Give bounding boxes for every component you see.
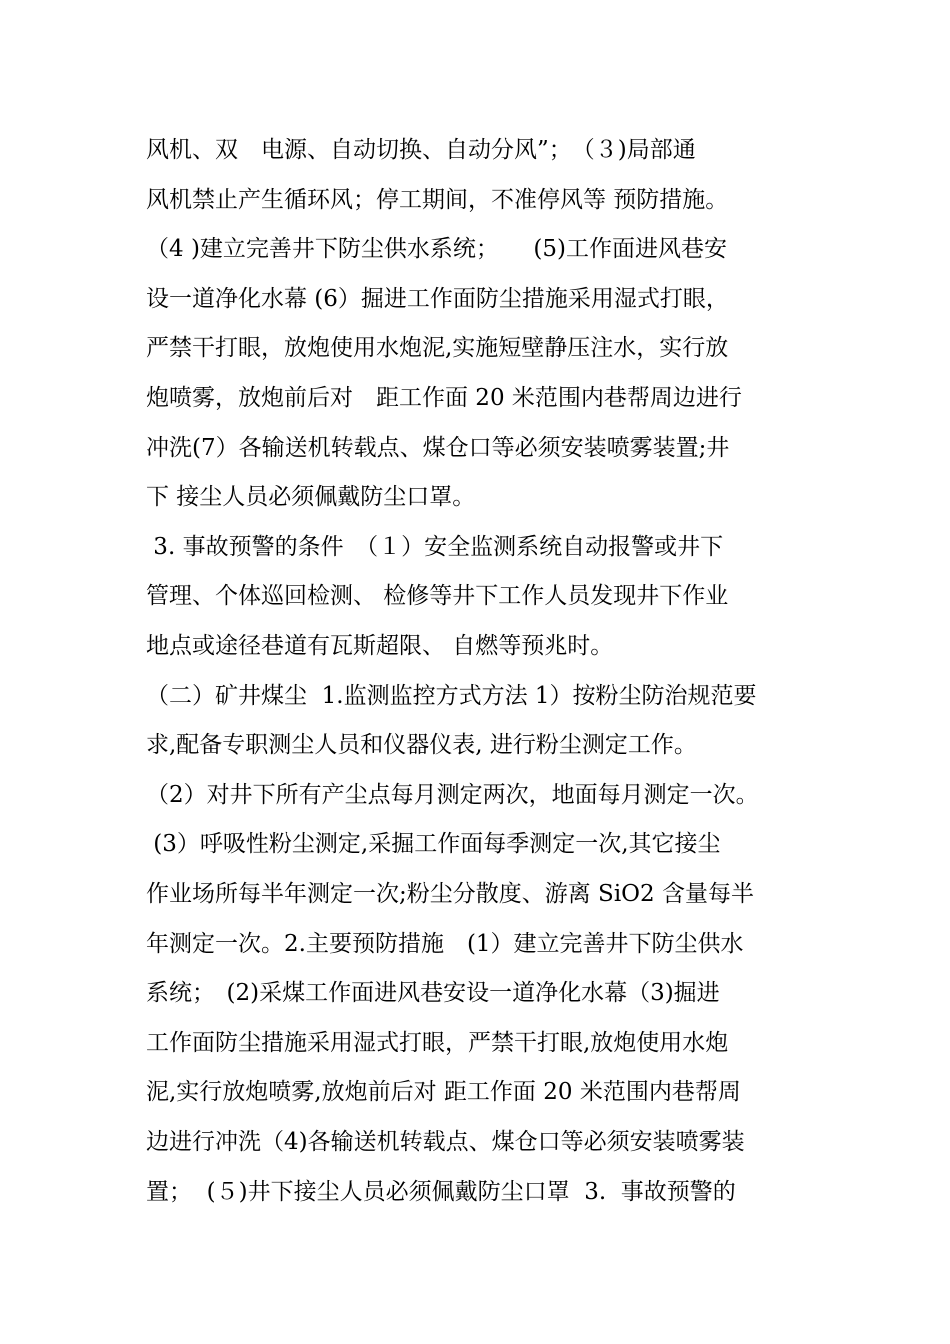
- text-line: 置； (５)井下接尘人员必须佩戴防尘口罩 3. 事故预警的: [146, 1179, 736, 1205]
- text-line: 泥,实行放炮喷雾,放炮前后对 距工作面 20 米范围内巷帮周: [146, 1079, 741, 1105]
- text-line: 严禁干打眼，放炮使用水炮泥,实施短壁静压注水，实行放: [146, 335, 729, 361]
- text-line: 求,配备专职测尘人员和仪器仪表, 进行粉尘测定工作。: [146, 732, 697, 758]
- text-line: （4 )建立完善井下防尘供水系统； (5)工作面进风巷安: [146, 236, 727, 262]
- text-line: 作业场所每半年测定一次;粉尘分散度、游离 SiO2 含量每半: [146, 881, 754, 907]
- text-line: 年测定一次。2.主要预防措施 (1）建立完善井下防尘供水: [146, 931, 744, 957]
- text-line: 边进行冲洗（4)各输送机转载点、煤仓口等必须安装喷雾装: [146, 1129, 745, 1155]
- text-line: 炮喷雾，放炮前后对 距工作面 20 米范围内巷帮周边进行: [146, 385, 742, 411]
- text-line: 冲洗(7）各输送机转载点、煤仓口等必须安装喷雾装置;井: [146, 435, 730, 461]
- text-line: 下 接尘人员必须佩戴防尘口罩。: [146, 484, 476, 510]
- text-line: (3）呼吸性粉尘测定,采掘工作面每季测定一次,其它接尘: [146, 831, 721, 857]
- text-line: 3. 事故预警的条件 （１）安全监测系统自动报警或井下: [146, 534, 724, 560]
- text-line: 地点或途径巷道有瓦斯超限、 自燃等预兆时。: [146, 633, 614, 659]
- text-line: 风机禁止产生循环风；停工期间，不准停风等 预防措施。: [146, 187, 729, 213]
- text-line: （二）矿井煤尘 1.监测监控方式方法 1）按粉尘防治规范要: [146, 683, 757, 709]
- text-line: 风机、双 电源、自动切换、自动分风”； （３)局部通: [146, 137, 696, 163]
- text-line: 工作面防尘措施采用湿式打眼，严禁干打眼,放炮使用水炮: [146, 1030, 729, 1056]
- text-line: 系统； (2)采煤工作面进风巷安设一道净化水幕（3)掘进: [146, 980, 720, 1006]
- text-line: 设一道净化水幕 (6）掘进工作面防尘措施采用湿式打眼，: [146, 286, 729, 312]
- text-line: 管理、个体巡回检测、 检修等井下工作人员发现井下作业: [146, 583, 729, 609]
- text-line: （2）对井下所有产尘点每月测定两次，地面每月测定一次。: [146, 782, 759, 808]
